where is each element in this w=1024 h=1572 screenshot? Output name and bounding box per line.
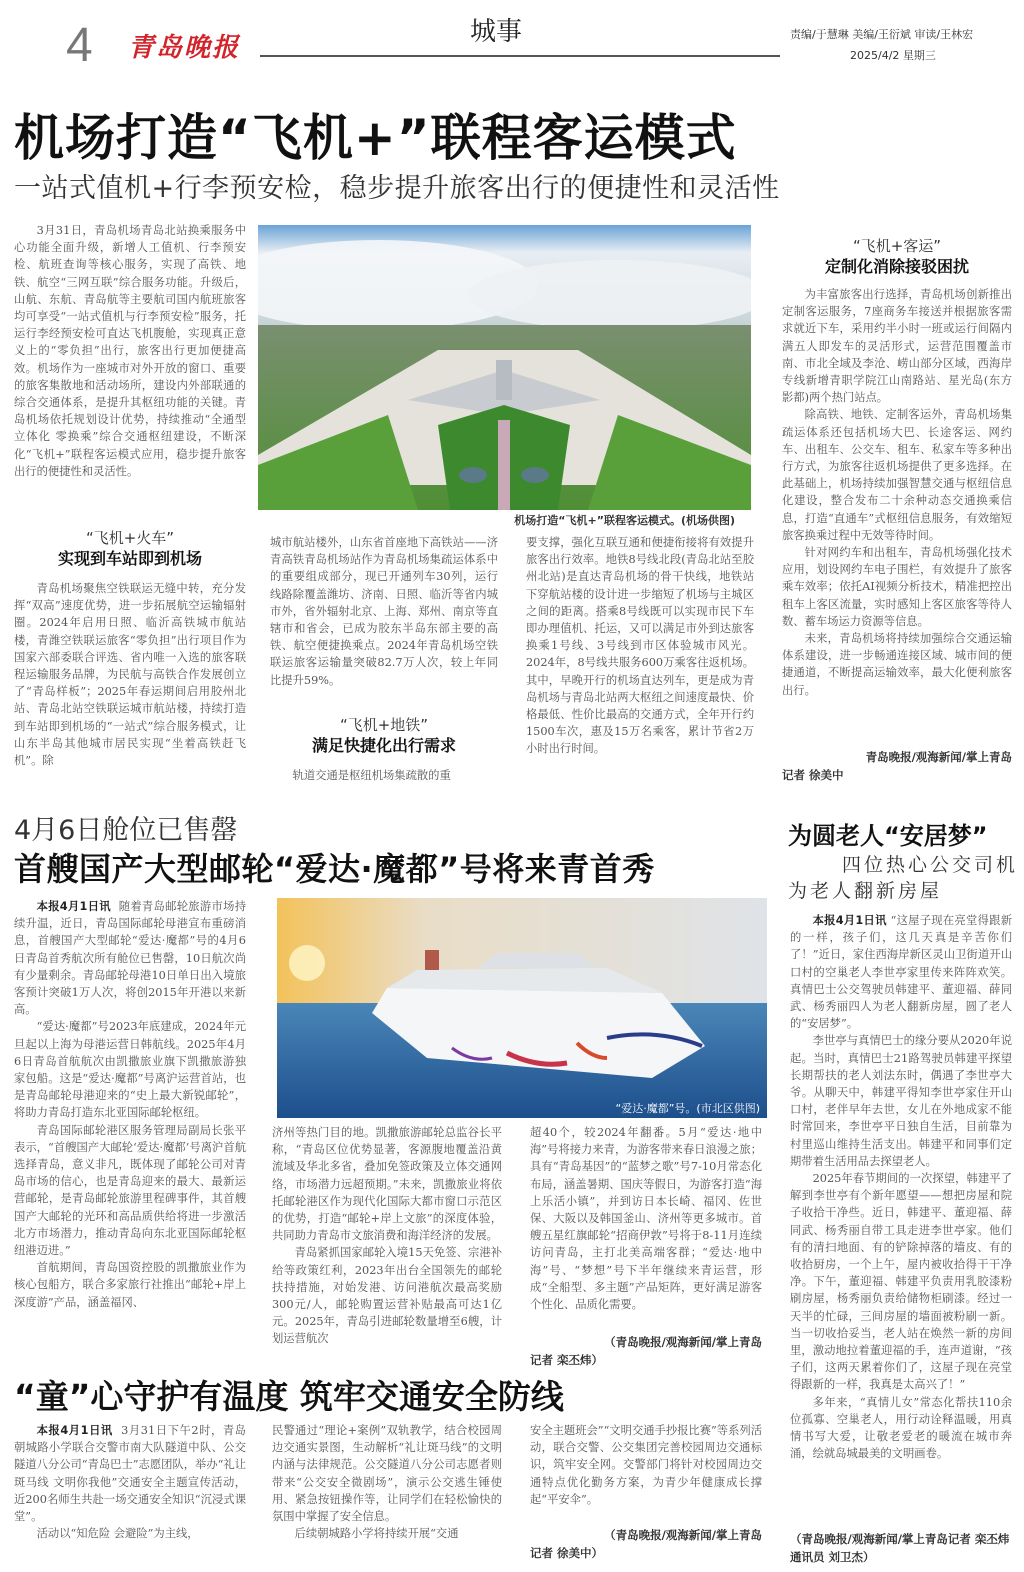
bus-section-paragraph: 未来，青岛机场将持续加强综合交通运输体系建设，进一步畅通连接区域、城市间的便捷通道，不断提高运输效率，最大化便利旅客出行。 — [782, 632, 1012, 697]
elderly-paragraph: 多年来，“真情儿女”常态化帮扶110余位孤寡、空巢老人，用行动诠释温暖，用真情书写大爱，让敬老爱老的暖流在城市奔涌，绘就岛城最美的文明画卷。 — [790, 1395, 1012, 1461]
cruise-paragraph — [14, 898, 246, 1018]
editor-credits: 责编/于慧琳 美编/王衍斌 审读/王林宏 — [790, 28, 974, 41]
cruise-column-1 — [14, 898, 246, 1368]
cruise-byline-outlet: （青岛晚报/观海新闻/掌上青岛 — [604, 1335, 762, 1349]
elderly-body — [790, 912, 1012, 1534]
airport-aerial-image — [258, 225, 751, 510]
train-section-continued-text: 城市航站楼外，山东省首座地下高铁站——济青高铁青岛机场站作为青岛机场集疏运体系中的重要组成部分，现已开通列车30列，运行线路除覆盖潍坊、济南、日照、临沂等省内城市外，省外辐射北京、上海、郑州、南京等直辖市和省会，已成为胶东半岛东部主要的高铁、航空便捷换乘点。2024年青岛机场空铁联运旅客运输量突破82.7万人次，较上年同比提升59%。 — [270, 536, 498, 687]
metro-section-kicker: “飞机+地铁” — [339, 716, 429, 734]
airport-intro-paragraph: 3月31日，青岛机场青岛北站换乘服务中心功能全面升级，新增人工值机、行李预安检、航班查询等核心服务，实现了高铁、地铁、航空“三网互联”综合服务功能。升级后，山航、东航、青岛航等主要航司国内航班旅客均可享受“一站式值机与行李预安检”服务，托运行李经预安检可直达飞机腹舱，实现真正意义上的“零负担”出行，旅客出行更加便捷高效。机场作为一座城市对外开放的窗口、重要的旅客集散地和活动场所，建设内外部联通的综合交通体系，是提升其枢纽功能的关键。青岛机场依托规划设计优势，持续推动“全通型 立体化 零换乘”综合交通枢纽建设，不断深化“飞机+”联程客运模式应用，稳步提升旅客出行的便捷性和灵活性。 — [14, 224, 246, 478]
cruise-ship-photo — [277, 898, 767, 1118]
metro-section-title: 满足快捷化出行需求 — [311, 736, 456, 755]
cruise-lead-text: 随着青岛邮轮旅游市场持续升温，近日，青岛国际邮轮母港宣布重磅消息，首艘国产大型邮轮“爱达·魔都”号的4月6日青岛首秀航次所有舱位已售罄，10日航次尚有少量剩余。青岛邮轮母港10日单日出入境旅客预计突破1万人次，将创2015年开港以来新高。 — [14, 900, 246, 1017]
train-section-continued — [270, 534, 498, 709]
elderly-headline: 为圆老人“安居梦” — [788, 822, 988, 850]
traffic-dateline: 本报4月1日讯 — [36, 1424, 113, 1437]
elderly-paragraph — [790, 912, 1012, 1032]
train-section — [14, 528, 246, 787]
cruise-paragraph: 济州等热门目的地。凯撒旅游邮轮总监谷长平称，“青岛区位优势显著，客源腹地覆盖沿黄流域及华北多省，叠加免签政策及立体交通网络，市场潜力远超预期。”未来，凯撒旅业将依托邮轮港区作为现代化国际大都市窗口示范区的优势，打造“邮轮+岸上文旅”的深度体验，共同助力青岛市文旅消费和海洋经济的发展。 — [272, 1126, 502, 1243]
cruise-paragraph: 青岛国际邮轮港区服务管理局副局长张平表示，“首艘国产大邮轮‘爱达·魔都’号离沪首航选择青岛，意义非凡，既体现了邮轮公司对青岛市场的信心，也是青岛迎来的最大、最新运营邮轮，是青岛邮轮旅游里程碑事件，其首艘国产大邮轮的光环和高品质供给将进一步激活北方市场潜力，推动青岛向东北亚国际邮轮枢纽港迈进。” — [14, 1123, 246, 1258]
cruise-paragraph: 超40个，较2024年翻番。5月“爱达·地中海”号将接力来青，为游客带来春日浪漫之旅；具有“青岛基因”的“蓝梦之歌”号7-10月常态化布局，涵盖暑期、国庆等假日，为游客打造“海上乐活小镇”，并到访日本长崎、福冈、佐世保、大阪以及韩国釜山、济州等更多城市。首艘五星红旗邮轮“招商伊敦”号将于8-11月连续访问青岛，主打北美高端客群；“爱达·地中海”号、“梦想”号下半年继续来青运营，形成“全船型、多主题”产品矩阵，更好满足游客个性化、品质化需要。 — [530, 1126, 762, 1312]
bus-section-paragraph: 针对网约车和出租车，青岛机场强化技术应用，划设网约车电子围栏，有效提升了旅客乘车效率；依托AI视频分析技术，精准把控出租车上客区流量，实时感知上客区旅客等待人数、蓄车场运力资源等信息。 — [782, 546, 1012, 628]
bus-section-paragraph: 除高铁、地铁、定制客运外，青岛机场集疏运体系还包括机场大巴、长途客运、网约车、出租车、公交车、租车、私家车等多种出行方式，为旅客往返机场提供了更多选择。在此基础上，机场持续加强智慧交通与枢纽信息化建设，整合发布二十余种动态交通换乘信息，打造“直通车”式枢纽信息服务，有效缩短旅客换乘过程中无效等待时间。 — [782, 408, 1012, 542]
airport-headline: 机场打造“飞机+”联程客运模式 — [14, 109, 737, 167]
cruise-ship-image — [277, 898, 767, 1118]
train-section-title: 实现到车站即到机场 — [57, 549, 202, 568]
bus-section-paragraph: 为丰富旅客出行选择，青岛机场创新推出定制客运服务，7座商务车接送并根据旅客需求就近下车，采用约半小时一班或运行间隔内满五人即发车的灵活形式，运营范围覆盖市南、市北全域及李沧、崂山部分区域，西海岸专线新增青职学院江山南路站、星光岛(东方影都)两个热门站点。 — [782, 288, 1012, 405]
newspaper-masthead-logo: 青岛晚报 — [128, 33, 241, 63]
cruise-paragraph: 首航期间，青岛国资控股的凯撒旅业作为核心包船方，联合多家旅行社推出“邮轮+岸上深度游”产品，涵盖福冈、 — [14, 1261, 246, 1309]
bus-section — [782, 236, 1012, 784]
airport-byline-outlet: 青岛晚报/观海新闻/掌上青岛 — [865, 750, 1012, 764]
cruise-photo-caption: “爱达·魔都”号。(市北区供图) — [615, 1102, 760, 1115]
elderly-lead-text: “这屋子现在亮堂得跟新的一样，孩子们，这几天真是辛苦你们了！”近日，家住西海岸新区灵山卫街道开山口村的空巢老人李世亭家里传来阵阵欢笑。真情巴士公交驾驶员韩建平、董迎福、薛同武、杨秀丽四人为老人翻新房屋，圆了老人的“安居梦”。 — [790, 914, 1012, 1031]
traffic-byline-outlet: （青岛晚报/观海新闻/掌上青岛 — [604, 1528, 762, 1542]
elderly-subhead — [788, 852, 1018, 904]
cruise-byline-reporter: 记者 栾丕炜） — [530, 1353, 604, 1367]
traffic-paragraph: 活动以“知危险 会避险”为主线， — [36, 1527, 199, 1541]
cruise-column-3 — [530, 1124, 762, 1369]
cruise-kicker: 4月6日舱位已售罄 — [14, 815, 238, 846]
bus-section-body — [782, 286, 1012, 748]
airport-photo-caption: 机场打造“飞机+”联程客运模式。(机场供图) — [514, 514, 735, 527]
bus-section-title: 定制化消除接驳困扰 — [824, 257, 969, 276]
elderly-dateline: 本报4月1日讯 — [812, 914, 887, 927]
traffic-column-1 — [14, 1422, 246, 1562]
cruise-paragraph: 青岛紧抓国家邮轮入境15天免签、宗港补给等政策红利，2023年出台全国领先的邮轮扶持措施，对始发港、访问港航次最高奖励300元/人，邮轮购置运营补贴最高可达1亿元。2025年，青岛引进邮轮数量增至6艘，计划运营航次 — [272, 1246, 502, 1346]
elderly-subhead-line-2: 为老人翻新房屋 — [788, 880, 943, 902]
airport-aerial-photo — [258, 225, 751, 510]
publication-date: 2025/4/2 星期三 — [850, 49, 936, 62]
traffic-column-3 — [530, 1422, 762, 1562]
traffic-byline-reporter: 记者 徐美中） — [530, 1546, 604, 1560]
cruise-column-2 — [272, 1124, 502, 1369]
elderly-subhead-line-1: 四位热心公交司机 — [841, 854, 1018, 876]
train-section-paragraph: 青岛机场聚焦空铁联运无缝中转，充分发挥“双高”速度优势，进一步拓展航空运输辐射圈。2024年启用日照、临沂高铁城市航站楼，青潍空铁联运旅客“零负担”出行项目作为国家六部委联合评选、省内唯一入选的旅客联程运输服务品牌，为民航与高铁合作发展创立了“青岛样板”；2025年春运期间启用胶州北站、青岛北站空铁联运城市航站楼，持续打造到车站即到机场的“一站式”综合服务模式，让山东半岛其他城市居民实现“坐着高铁赶飞机”。除 — [14, 582, 246, 768]
traffic-lead-text: 3月31日下午2时，青岛朝城路小学联合交警市南大队隧道中队、公交隧道八分公司“青岛巴士”志愿团队，举办“礼让斑马线 文明你我他”交通安全主题宣传活动，近200名师生共赴一场交通安全知识“沉浸式课堂”。 — [14, 1424, 246, 1524]
cruise-paragraph: “爱达·魔都”号2023年底建成，2024年元旦起以上海为母港运营日韩航线。2025年4月6日青岛首航航次由凯撒旅业旗下凯撒旅游独家包船。这是“爱达·魔都”号离沪运营首站，也是青岛邮轮母港迎来的“史上最大新锐邮轮”，将助力青岛打造东北亚国际邮轮枢纽。 — [14, 1020, 246, 1120]
section-title: 城事 — [470, 17, 523, 47]
metro-section-continued-text: 要支撑，强化互联互通和便捷衔接将有效提升旅客出行效率。地铁8号线北段(青岛北站至胶州北站)是直达青岛机场的骨干快线，地铁站下穿航站楼的设计进一步缩短了机场与主城区之间的距离。搭乘8号线既可以实现市民下车即办理值机、托运，又可以满足市外到达旅客换乘1号线、3号线到市区体验城市风光。2024年，8号线共服务600万乘客往返机场。其中，早晚开行的机场直达列车，更是成为青岛机场与青岛北站两大枢纽之间速度最快、价格最低、性价比最高的交通方式，全年开行约1500车次，惠及15万名乘客，累计节省2万小时出行时间。 — [526, 536, 754, 756]
cruise-headline: 首艘国产大型邮轮“爱达·魔都”号将来青首秀 — [14, 850, 655, 888]
traffic-paragraph — [14, 1422, 246, 1525]
header-rule-divider — [260, 55, 780, 57]
bus-section-kicker: “飞机+客运” — [852, 237, 942, 255]
train-section-body — [14, 580, 246, 787]
cruise-dateline: 本报4月1日讯 — [36, 900, 111, 913]
page-number: 4 — [66, 19, 93, 72]
elderly-byline: （青岛晚报/观海新闻/掌上青岛记者 栾丕炜 通讯员 刘卫杰） — [790, 1532, 1010, 1564]
airport-byline-reporter: 记者 徐美中 — [782, 768, 844, 782]
traffic-column-2 — [272, 1422, 502, 1562]
train-section-kicker: “飞机+火车” — [85, 529, 175, 547]
metro-section-paragraph-start: 轨道交通是枢纽机场集疏散的重 — [292, 769, 451, 782]
traffic-paragraph: 民警通过“理论+案例”双轨教学，结合校园周边交通实景图，生动解析“礼让斑马线”的文明内涵与法律规范。公交隧道八分公司志愿者则带来“公交安全微剧场”，演示公交逃生锤使用、紧急按钮操作等，让同学们在轻松愉快的氛围中掌握了安全信息。 — [272, 1424, 502, 1524]
airport-subhead: 一站式值机+行李预安检，稳步提升旅客出行的便捷性和灵活性 — [14, 173, 780, 204]
traffic-paragraph: 后续朝城路小学将持续开展“交通 — [294, 1527, 459, 1541]
airport-intro-column — [14, 222, 246, 522]
metro-section-body — [270, 767, 498, 784]
metro-section-continued — [526, 534, 754, 792]
elderly-paragraph: 李世亭与真情巴士的缘分要从2020年说起。当时，真情巴士21路驾驶员韩建平探望长期帮扶的老人刘法东时，偶遇了李世亭大爷。从聊天中，韩建平得知李世亭家住开山口村，老伴早年去世，女儿在外地成家不能时常回来，李世亭平日独自生活，目前靠为村里巡山维持生活支出。韩建平和同事们定期带着生活用品去探望老人。 — [790, 1034, 1012, 1168]
metro-section — [270, 715, 498, 784]
traffic-paragraph: 安全主题班会”“文明交通手抄报比赛”等系列活动，联合交警、公交集团完善校园周边交通标识，筑牢安全网。交警部门将针对校园周边交通特点优化勤务方案，为青少年健康成长撑起“平安伞”。 — [530, 1424, 762, 1506]
elderly-paragraph: 2025年春节期间的一次探望，韩建平了解到李世亭有个新年愿望——想把房屋和院子收拾干净些。近日，韩建平、董迎福、薛同武、杨秀丽自带工具走进李世亭家。他们有的清扫地面、有的铲除掉落的墙皮、有的收拾厨房，一个上午，屋内被收拾得干干净净。下午，董迎福、韩建平负责用乳胶漆粉刷房屋，杨秀丽负责给储物柜刷漆。经过一天半的忙碌，三间房屋的墙面被粉刷一新。当一切收拾妥当，老人站在焕然一新的房间里，激动地拉着董迎福的手，连声道谢，“孩子们，这两天累着你们了，这屋子现在亮堂得跟新的一样，我真是太高兴了！” — [790, 1172, 1012, 1392]
traffic-headline: “童”心守护有温度 筑牢交通安全防线 — [14, 1377, 564, 1416]
